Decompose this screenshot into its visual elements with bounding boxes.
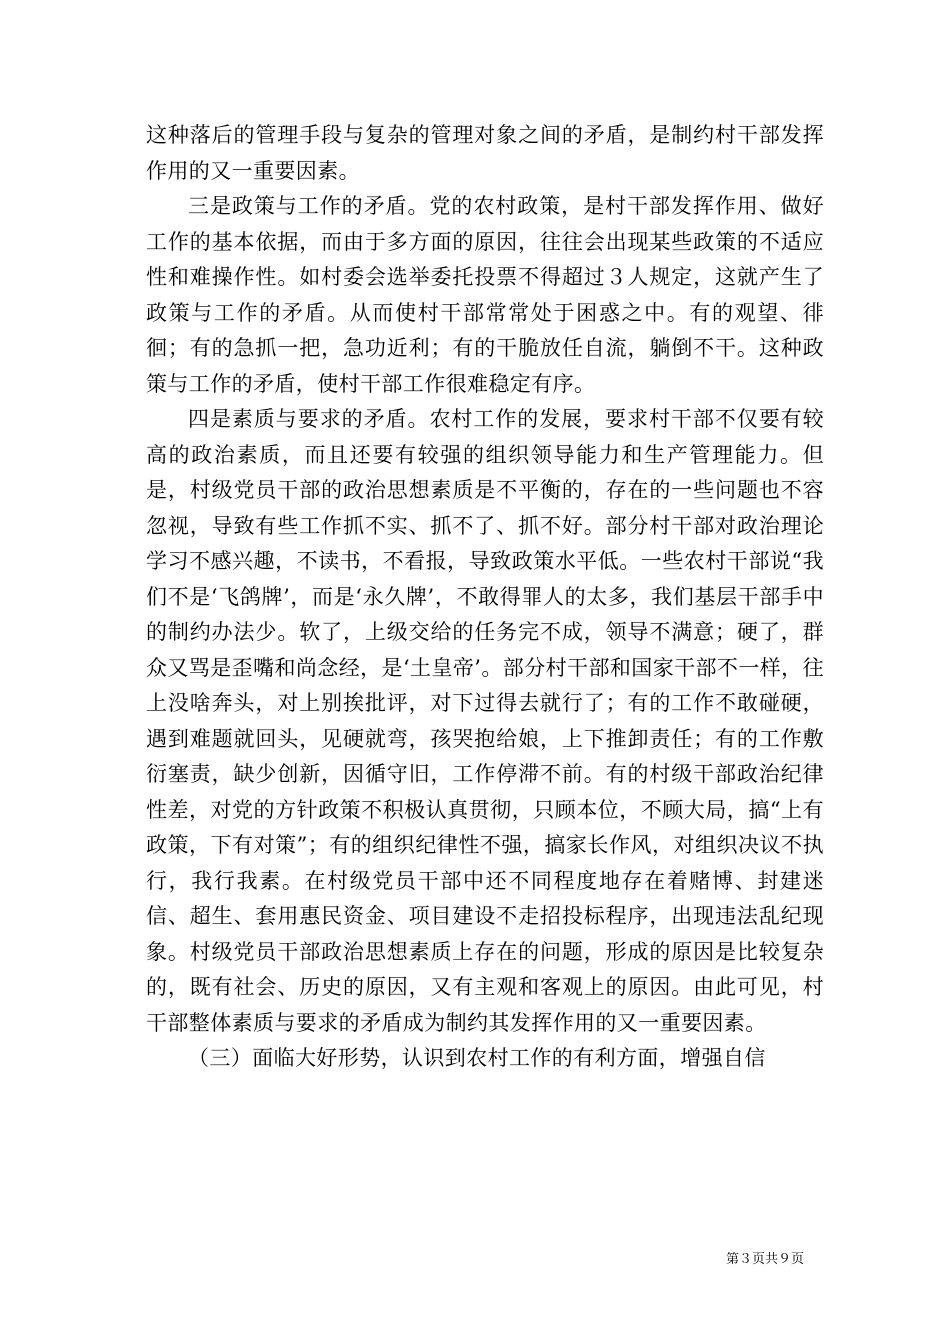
- paragraph: 四是素质与要求的矛盾。农村工作的发展，要求村干部不仅要有较高的政治素质，而且还要有较强的组织领导能力和生产管理能力。但是，村级党员干部的政治思想素质是不平衡的，存在的一些问题也不容忽视，导致有些工作抓不实、抓不了、抓不好。部分村干部对政治理论学习不感兴趣，不读书，不看报，导致政策水平低。一些农村干部说“我们不是‘飞鸽牌’，而是‘永久牌’，不敢得罪人的太多，我们基层干部手中的制约办法少。软了，上级交给的任务完不成，领导不满意；硬了，群众又骂是歪嘴和尚念经，是‘土皇帝’。部分村干部和国家干部不一样，往上没啥奔头，对上别挨批评，对下过得去就行了；有的工作不敢碰硬，遇到难题就回头，见硬就弯，孩哭抱给娘，上下推卸责任；有的工作敷衍塞责，缺少创新，因循守旧，工作停滞不前。有的村级干部政治纪律性差，对党的方针政策不积极认真贯彻，只顾本位，不顾大局，搞“上有政策，下有对策”；有的组织纪律性不强，搞家长作风，对组织决议不执行，我行我素。在村级党员干部中还不同程度地存在着赌博、封建迷信、超生、套用惠民资金、项目建设不走招投标程序，出现违法乱纪现象。村级党员干部政治思想素质上存在的问题，形成的原因是比较复杂的，既有社会、历史的原因，又有主观和客观上的原因。由此可见，村干部整体素质与要求的矛盾成为制约其发挥作用的又一重要因素。: [146, 407, 824, 1035]
- page-number: 第３页共９页: [725, 1252, 804, 1267]
- paragraph: 这种落后的管理手段与复杂的管理对象之间的矛盾，是制约村干部发挥作用的又一重要因素。: [146, 123, 824, 183]
- document-body: [146, 118, 824, 1077]
- paragraph: （三）面临大好形势，认识到农村工作的有利方面，增强自信: [188, 1046, 766, 1070]
- paragraph: 三是政策与工作的矛盾。党的农村政策，是村干部发挥作用、做好工作的基本依据，而由于多方面的原因，往往会出现某些政策的不适应性和难操作性。如村委会选举委托投票不得超过３人规定，这就产生了政策与工作的矛盾。从而使村干部常常处于困惑之中。有的观望、徘徊；有的急抓一把，急功近利；有的干脆放任自流，躺倒不干。这种政策与工作的矛盾，使村干部工作很难稳定有序。: [146, 194, 824, 396]
